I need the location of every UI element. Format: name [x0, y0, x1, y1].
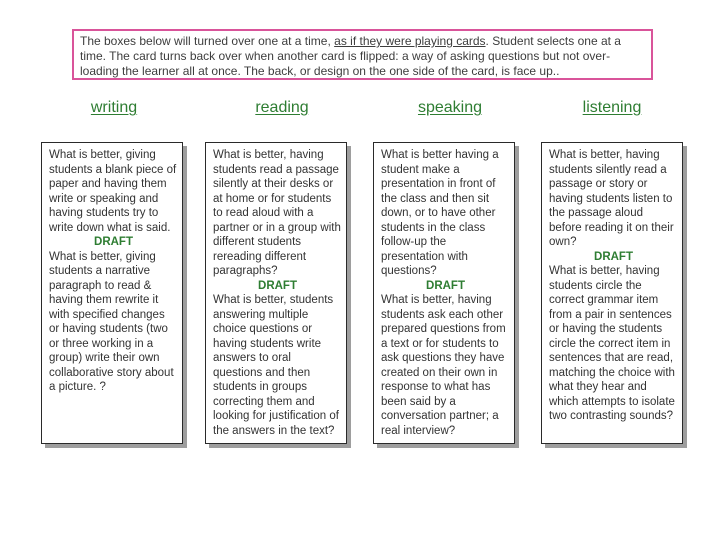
draft-label: DRAFT	[94, 236, 133, 248]
draft-label: DRAFT	[426, 279, 465, 292]
card-listening-question-2: What is better, having students circle the correct grammar item from a pair in sentences or having the students circle the correct item in sentences that are read, matching the choice with what they hear and which attempts to isolate two contrasting sounds?	[549, 265, 675, 422]
card-listening[interactable]	[541, 142, 683, 444]
card-reading[interactable]	[205, 142, 347, 444]
card-speaking-question-1: What is better having a student make a presentation in front of the class and then sit down, or to have other students in the class follow-up the presentation with questions?	[381, 149, 499, 277]
intro-text-box	[72, 29, 653, 80]
heading-speaking: speaking	[417, 99, 483, 116]
card-speaking-question-2: What is better, having students ask each other prepared questions from a text or for students to ask questions they have created on their own in response to what has been said by a conversation partner; a real interview?	[381, 294, 506, 437]
card-writing-question-2: What is better, giving students a narrative paragraph to read & having them rewrite it with specified changes or having students (two or three working in a group) write their own collaborative story about a picture. ?	[49, 250, 174, 393]
card-writing-question-1: What is better, giving students a blank piece of paper and having them write or speaking and having students try to write down what is said.	[49, 149, 177, 234]
card-speaking[interactable]	[373, 142, 515, 444]
intro-text-start: The boxes below will turned over one at a time,	[80, 34, 335, 48]
heading-reading: reading	[255, 99, 309, 116]
card-reading-question-1: What is better, having students read a passage silently at their desks or at home or for students to read aloud with a partner or in a group with different students rereading different paragraphs?	[213, 149, 341, 277]
intro-text-underlined: as if they were playing cards	[334, 34, 486, 48]
heading-listening: listening	[582, 99, 642, 116]
intro-text-end: . Student selects one at a time. The card turns back over when another card is flipped: a way of asking questions but not over-loading the learner all at once. The back, or design on the one side of the card, is face up..	[80, 34, 621, 78]
heading-writing: writing	[90, 99, 138, 116]
draft-label: DRAFT	[594, 250, 633, 263]
card-listening-question-1: What is better, having students silently read a passage or story or having students listen to the passage aloud before reading it on their own?	[549, 149, 674, 248]
card-reading-question-2: What is better, students answering multiple choice questions or having students write answers to oral questions and then students in groups correcting them and looking for justification of the answers in the text?	[213, 294, 339, 437]
draft-label: DRAFT	[258, 279, 297, 292]
card-writing[interactable]	[41, 142, 183, 444]
